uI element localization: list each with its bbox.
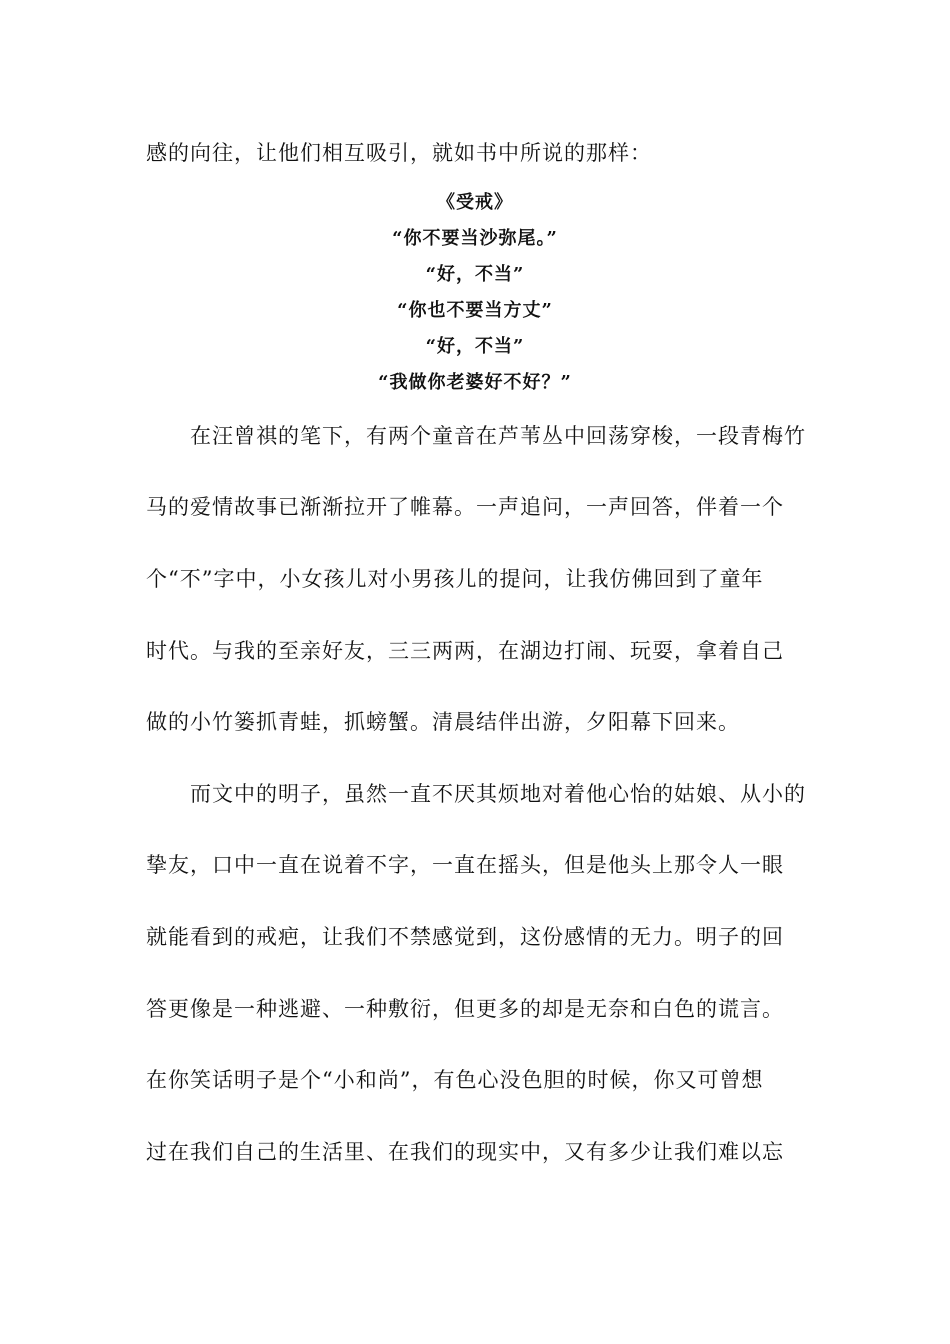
poem-line: “好，不当” bbox=[425, 264, 525, 285]
paragraph-line: 挚友，口中一直在说着不字，一直在摇头，但是他头上那令人一眼 bbox=[146, 853, 784, 877]
poem-title: 《受戒》 bbox=[437, 192, 513, 213]
paragraph-line: 就能看到的戒疤，让我们不禁感觉到，这份感情的无力。明子的回 bbox=[146, 925, 784, 949]
paragraph-line: 在你笑话明子是个“小和尚”，有色心没色胆的时候，你又可曾想 bbox=[146, 1068, 764, 1092]
paragraph-line: 时代。与我的至亲好友，三三两两，在湖边打闹、玩耍，拿着自己 bbox=[146, 639, 784, 663]
paragraph-line: 马的爱情故事已渐渐拉开了帷幕。一声追问，一声回答，伴着一个 bbox=[146, 495, 784, 519]
paragraph-line: 在汪曾祺的笔下，有两个童音在芦苇丛中回荡穿梭，一段青梅竹 bbox=[146, 424, 806, 448]
intro-line: 感的向往，让他们相互吸引，就如书中所说的那样： bbox=[146, 141, 652, 165]
paragraph-line: 答更像是一种逃避、一种敷衍，但更多的却是无奈和白色的谎言。 bbox=[146, 997, 784, 1021]
poem-line: “你不要当沙弥尾。” bbox=[392, 228, 558, 249]
paragraph-line: 过在我们自己的生活里、在我们的现实中，又有多少让我们难以忘 bbox=[146, 1140, 784, 1164]
poem-line: “我做你老婆好不好？” bbox=[378, 372, 572, 393]
paragraph-line: 个“不”字中，小女孩儿对小男孩儿的提问，让我仿佛回到了童年 bbox=[146, 567, 764, 591]
poem-line: “好，不当” bbox=[425, 336, 525, 357]
paragraph-line: 做的小竹篓抓青蛙，抓螃蟹。清晨结伴出游，夕阳幕下回来。 bbox=[146, 710, 740, 734]
poem-line: “你也不要当方丈” bbox=[397, 300, 553, 321]
paragraph-line: 而文中的明子，虽然一直不厌其烦地对着他心怡的姑娘、从小的 bbox=[146, 782, 806, 806]
